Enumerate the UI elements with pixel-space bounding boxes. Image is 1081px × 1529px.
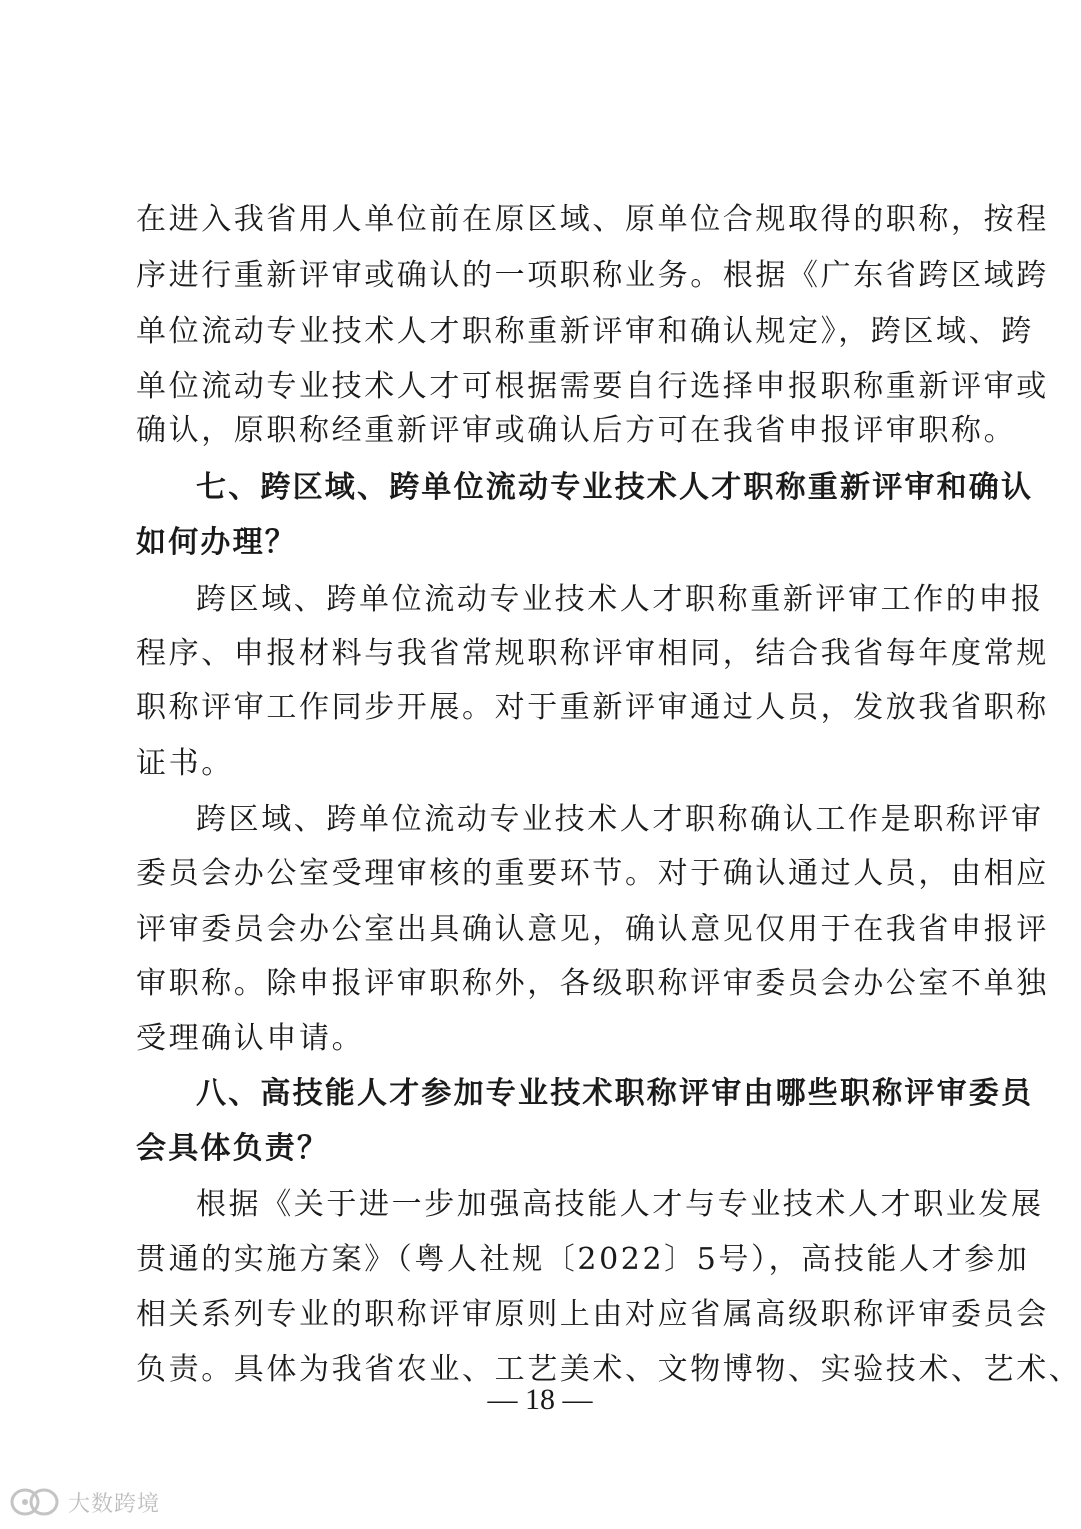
body-line: 评审委员会办公室出具确认意见，确认意见仅用于在我省申报评 [136,912,1049,947]
body-line: 审职称。除申报评审职称外，各级职称评审委员会办公室不单独 [136,966,1049,1001]
watermark-logo-icon [8,1485,62,1519]
body-line: 委员会办公室受理审核的重要环节。对于确认通过人员，由相应 [136,856,1049,891]
body-line: 跨区域、跨单位流动专业技术人才职称确认工作是职称评审 [196,802,1044,837]
body-line: 跨区域、跨单位流动专业技术人才职称重新评审工作的申报 [196,582,1044,617]
body-line: 证书。 [136,746,234,781]
body-line: 序进行重新评审或确认的一项职称业务。根据《广东省跨区域跨 [136,258,1049,293]
body-line: 单位流动专业技术人才可根据需要自行选择申报职称重新评审或 [136,369,1049,404]
page-number: — 18 — [487,1383,593,1416]
body-line: 受理确认申请。 [136,1021,365,1056]
body-line: 负责。具体为我省农业、工艺美术、文物博物、实验技术、艺术、 [136,1352,1081,1387]
watermark-text: 大数跨境 [68,1491,161,1517]
body-line: 职称评审工作同步开展。对于重新评审通过人员，发放我省职称 [136,690,1049,725]
section-heading: 八、高技能人才参加专业技术职称评审由哪些职称评审委员 [196,1076,1034,1111]
body-line: 确认，原职称经重新评审或确认后方可在我省申报评审职称。 [136,413,1017,448]
section-heading: 七、跨区域、跨单位流动专业技术人才职称重新评审和确认 [196,470,1034,505]
body-line: 相关系列专业的职称评审原则上由对应省属高级职称评审委员会 [136,1297,1049,1332]
section-heading: 会具体负责？ [136,1131,330,1166]
watermark [8,1482,160,1522]
body-line: 单位流动专业技术人才职称重新评审和确认规定》，跨区域、跨 [136,314,1034,349]
body-line: 根据《关于进一步加强高技能人才与专业技术人才职业发展 [196,1187,1044,1222]
body-line: 在进入我省用人单位前在原区域、原单位合规取得的职称，按程 [136,202,1049,237]
section-heading: 如何办理？ [136,525,297,560]
body-line: 程序、申报材料与我省常规职称评审相同，结合我省每年度常规 [136,636,1049,671]
body-line: 贯通的实施方案》（粤人社规〔2022〕5号），高技能人才参加 [136,1242,1030,1277]
